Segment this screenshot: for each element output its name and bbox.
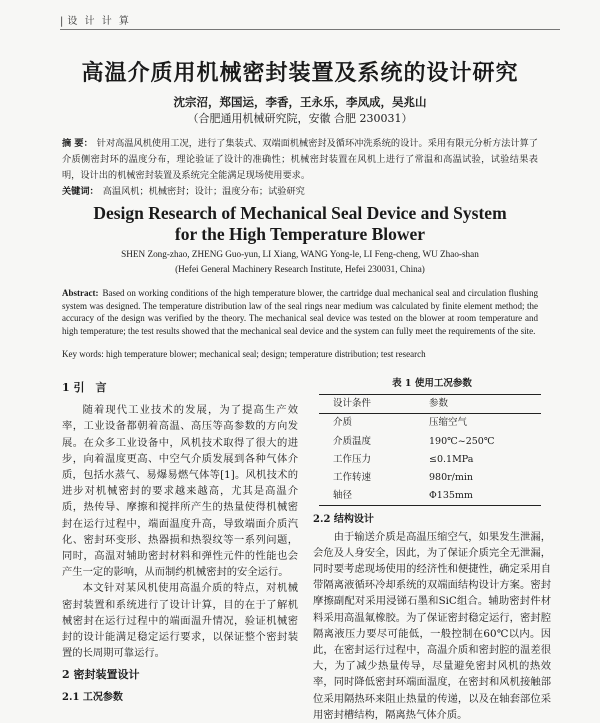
table-cell: Φ135mm [429,490,473,502]
header-rule [60,29,560,30]
section-2-2-heading: 2.2 结构设计 [313,514,374,526]
english-title-line2: for the High Temperature Blower [174,224,426,244]
table-header-row [319,395,541,414]
table-cell: 压缩空气 [429,417,468,429]
table-cell: 980r/min [429,472,474,484]
chinese-affiliation: （合肥通用机械研究院，安徽 合肥 230031） [187,112,413,125]
english-keywords [62,349,538,359]
english-title [0,203,600,245]
table-cell: 介质 [333,417,353,429]
english-affiliation: (Hefei General Machinery Research Institute, Hefei 230031, China) [175,264,425,274]
table-1-title: 表 1 使用工况参数 [392,378,472,389]
right-column [313,376,551,723]
chinese-authors: 沈宗沼，郑国运，李香，王永乐，李凤成，吴兆山 [173,95,427,109]
section-1-heading: 1 引 言 [62,381,107,394]
chinese-abstract-label: 摘 要： [62,138,93,149]
english-abstract [62,287,538,338]
chinese-keywords-label: 关键词： [62,186,99,197]
chinese-abstract-text: 针对高温风机使用工况，进行了集装式、双端面机械密封及循环冲洗系统的设计。采用有限元分析方法计算了介质侧密封环的温度分布，理论验证了设计的准确性；机械密封装置在风机上进行了常温和高温试验，试验结果表明，设计出的机械密封装置及系统完全能满足现场使用要求。 [62,138,538,181]
english-authors: SHEN Zong-zhao, ZHENG Guo-yun, LI Xiang, WANG Yong-le, LI Feng-cheng, WU Zhao-shan [121,249,479,259]
section-tag: | 设 计 计 算 [60,12,131,27]
table-row [319,451,541,469]
table-header-condition: 设计条件 [333,398,372,410]
table-header-value: 参数 [429,398,449,410]
chinese-keywords [62,183,538,197]
chinese-keywords-text: 高温风机；机械密封；设计；温度分布；试验研究 [102,186,305,197]
left-column [62,380,298,706]
section-1-paragraph-1: 随着现代工业技术的发展，为了提高生产效率，工业设备都朝着高温、高压等高参数的方向发展。在众多工业设备中，风机技术取得了很大的进步，向着温度更高、中空气介质发展到各种气体介质，包括水蒸气、易爆易燃气体等[1]。风机技术的进步对机械密封的要求越来越高，尤其是高温介质，热传导、摩擦和搅拌所产生的热量使得机械密封在运行过程中，端面温度升高，导致端面介质汽化、密封环变形、热器损和热裂纹等一系列问题，同时，高温对辅助密封材料和弹性元件的性能也会产生一定的影响，从而制约机械密封的安全运行。 [62,404,298,579]
section-2-2-paragraph-1: 由于输送介质是高温压缩空气，如果发生泄漏，会危及人身安全，因此，为了保证介质完全无泄漏，同时要考虑现场使用的经济性和便捷性，确定采用自带隔离液循环冷却系统的双端面结构设计方案。密封摩擦副配对采用浸锑石墨和SiC组合。辅助密封件材料采用高温氟橡胶。为了保证密封稳定运行，密封腔隔离液压力要尽可能低，一般控制在60℃以内。因此，在密封运行过程中，高温介质和密封腔的温差很大，为了减少热量传导，尽量避免密封风机的热效率，同时降低密封环端面温度，在密封和风机接触部位采用隔热环来阻止热量的传递，以及在轴套部位采用密封槽结构，隔离热气体介质。 [313,530,551,721]
table-cell: 工作压力 [333,453,372,465]
parameters-table [319,394,541,506]
section-2-1-heading: 2.1 工况参数 [62,691,123,703]
table-cell: 工作转速 [333,472,372,484]
english-keywords-text: high temperature blower; mechanical seal; design; temperature distribution; test research [106,349,426,359]
chinese-abstract [62,136,538,184]
english-abstract-label: Abstract: [62,288,99,298]
table-row [319,487,541,506]
section-2-heading: 2 密封装置设计 [62,668,140,682]
section-1-paragraph-2: 本文针对某风机使用高温介质的特点，对机械密封装置和系统进行了设计计算，目的在于了解机械密封在运行过程中的端面温升情况，验证机械密封的设计能满足稳定运行要求，以保证整个密封装置的长周期可靠运行。 [62,582,298,660]
english-abstract-text: Based on working conditions of the high temperature blower, the cartridge dual mechanical seal and circulation flushing system was designed. The temperature distribution law of the seal rings near medium was calculated by finite element method; the accuracy of the design was verified by the theory. The mechanical seal device was tested on the blower at room temperature and high temperature; the test results showed that the mechanical seal device and the system can fully meet the requirements of the site. [62,288,538,337]
table-cell: 介质温度 [333,435,372,447]
table-row [319,414,541,433]
table-row [319,469,541,487]
english-keywords-label: Key words: [62,349,104,359]
english-title-line1: Design Research of Mechanical Seal Device and System [93,203,507,223]
table-cell: 轴径 [333,490,353,502]
chinese-title: 高温介质用机械密封装置及系统的设计研究 [81,60,519,86]
table-cell: 190℃~250℃ [429,435,495,447]
table-row [319,433,541,451]
table-cell: ≤0.1MPa [429,453,474,465]
